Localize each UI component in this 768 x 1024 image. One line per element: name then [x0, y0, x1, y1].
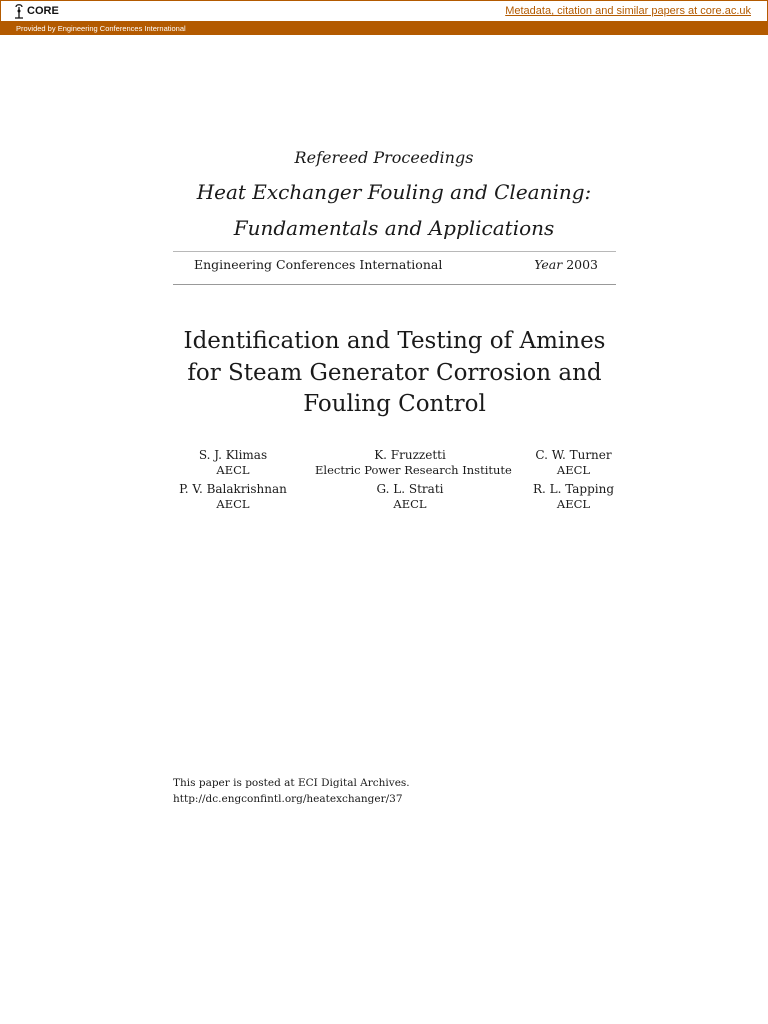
- author-affiliation: Electric Power Research Institute: [315, 462, 512, 477]
- core-logo-icon: [13, 3, 25, 19]
- core-metadata-link[interactable]: Metadata, citation and similar papers at core.ac.uk: [505, 5, 751, 17]
- core-header-bar: [0, 0, 768, 21]
- core-logo[interactable]: [13, 3, 59, 19]
- author-block: [315, 448, 512, 477]
- author-name: C. W. Turner: [535, 448, 612, 462]
- author-name: S. J. Klimas: [198, 448, 268, 462]
- core-logo-text: CORE: [27, 5, 59, 17]
- author-block: [515, 482, 632, 511]
- author-name: P. V. Balakrishnan: [179, 482, 287, 496]
- author-block: [173, 448, 293, 477]
- author-name: R. L. Tapping: [532, 482, 615, 496]
- author-block: [515, 448, 632, 477]
- top-rule: [173, 251, 616, 252]
- author-name: K. Fruzzetti: [374, 448, 446, 462]
- paper-title: Identification and Testing of Amines for Steam Generator Corrosion and Fouling Control: [183, 328, 606, 417]
- author-row: [173, 448, 616, 482]
- refereed-proceedings-label: Refereed Proceedings: [294, 148, 474, 167]
- author-list: [173, 448, 616, 516]
- author-block: [173, 482, 293, 511]
- author-affiliation: AECL: [556, 462, 591, 477]
- organization-name: Engineering Conferences International: [194, 257, 443, 272]
- author-row: [173, 482, 616, 516]
- author-affiliation: AECL: [393, 496, 427, 511]
- proceedings-title-line2: Fundamentals and Applications: [233, 216, 555, 240]
- year-label: Year: [534, 257, 563, 272]
- archive-url[interactable]: http://dc.engconfintl.org/heatexchanger/37: [173, 793, 403, 805]
- author-block: [315, 482, 505, 511]
- author-affiliation: AECL: [216, 462, 250, 477]
- year-info: [534, 257, 598, 272]
- footer-note: [173, 775, 410, 807]
- author-affiliation: AECL: [556, 496, 591, 511]
- provided-by-bar: [0, 21, 768, 35]
- year-value: 2003: [566, 257, 598, 272]
- proceedings-title-line1: Heat Exchanger Fouling and Cleaning:: [196, 180, 592, 204]
- posted-note: This paper is posted at ECI Digital Archives.: [173, 777, 410, 789]
- publisher-row: [194, 257, 598, 272]
- author-name: G. L. Strati: [376, 482, 444, 496]
- author-affiliation: AECL: [216, 496, 250, 511]
- provided-by-text: Provided by Engineering Conferences International: [16, 23, 186, 33]
- bottom-rule: [173, 284, 616, 285]
